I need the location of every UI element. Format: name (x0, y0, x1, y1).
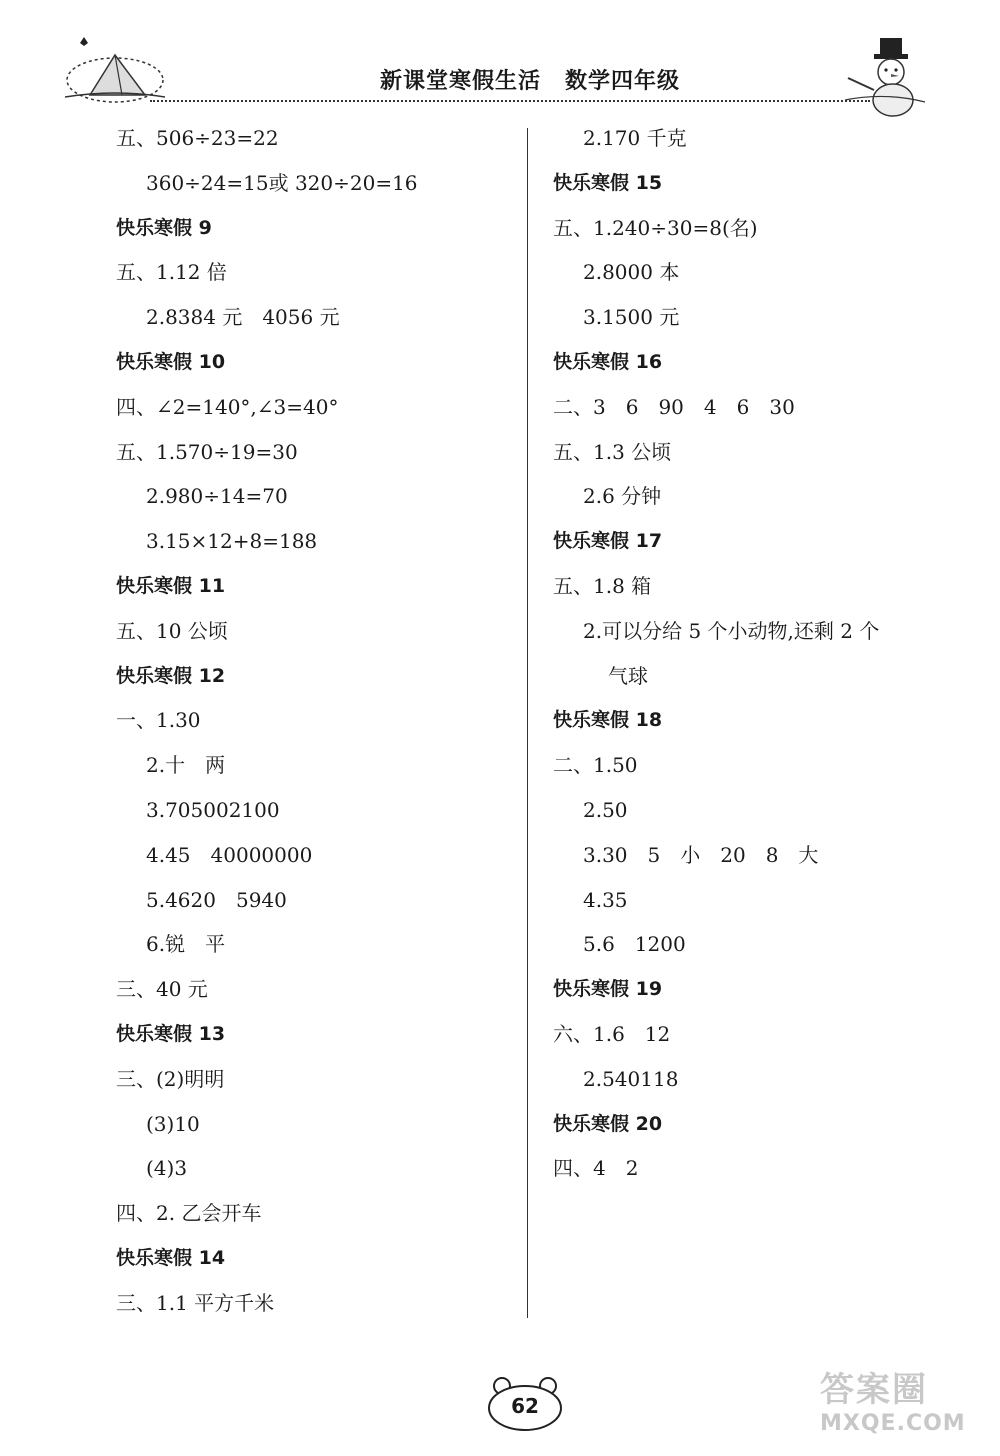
answer-line: 2.170 千克 (583, 126, 687, 150)
answer-line: 5.6 1200 (583, 932, 686, 957)
answer-line: 3.30 5 小 20 8 大 (583, 842, 819, 867)
answer-line: 4.45 40000000 (146, 842, 313, 867)
column-divider (527, 128, 528, 1318)
answer-line: 2.50 (583, 797, 628, 822)
answer-line: 2.6 分钟 (583, 484, 662, 509)
answer-line: 五、1.3 公顷 (553, 439, 672, 464)
answer-line: 五、506÷23=22 (116, 126, 279, 150)
answer-line: 气球 (608, 663, 648, 688)
answer-line: 六、1.6 12 (553, 1021, 671, 1046)
watermark-url: MXQE.COM (820, 1411, 966, 1436)
snowman-icon (840, 30, 930, 120)
answer-line: 2.可以分给 5 个小动物,还剩 2 个 (583, 618, 880, 643)
answer-line: 二、3 6 90 4 6 30 (553, 394, 795, 419)
answer-line: (4)3 (146, 1156, 188, 1181)
answer-line: 3.705002100 (146, 797, 280, 822)
section-heading: 快乐寒假 17 (553, 530, 663, 553)
answer-line: 五、1.240÷30=8(名) (553, 215, 758, 240)
answer-line: 五、1.12 倍 (116, 260, 227, 285)
answer-line: 4.35 (583, 887, 628, 912)
answer-line: 一、1.30 (116, 708, 201, 733)
answer-line: 6.锐 平 (146, 932, 226, 957)
answer-line: 3.15×12+8=188 (146, 529, 318, 554)
page-header (0, 0, 1000, 130)
section-heading: 快乐寒假 12 (116, 664, 226, 687)
answer-line: 2.980÷14=70 (146, 484, 288, 509)
answer-line: 2.十 两 (146, 753, 226, 778)
answer-line: 五、1.8 箱 (553, 573, 652, 598)
section-heading: 快乐寒假 9 (116, 216, 212, 239)
answer-line: 3.1500 元 (583, 305, 680, 330)
answer-line: 2.540118 (583, 1066, 679, 1091)
section-heading: 快乐寒假 14 (116, 1246, 226, 1269)
section-heading: 快乐寒假 20 (553, 1112, 663, 1135)
answer-line: 三、1.1 平方千米 (116, 1290, 275, 1315)
section-heading: 快乐寒假 13 (116, 1022, 226, 1045)
section-heading: 快乐寒假 19 (553, 978, 663, 1001)
section-heading: 快乐寒假 11 (116, 574, 226, 597)
left-column (116, 116, 516, 1326)
section-heading: 快乐寒假 16 (553, 350, 663, 373)
page-number: 62 (511, 1394, 539, 1418)
section-heading: 快乐寒假 18 (553, 709, 663, 732)
section-heading: 快乐寒假 10 (116, 350, 226, 373)
right-column (553, 116, 973, 1191)
subject-grade: 数学四年级 (565, 69, 681, 94)
answer-line: 四、4 2 (553, 1156, 639, 1181)
page-footer (480, 1372, 570, 1432)
tent-snow-illustration-icon (60, 35, 170, 105)
answer-line: 五、1.570÷19=30 (116, 439, 298, 464)
watermark-logo-text: 答案圈 (820, 1370, 928, 1410)
answer-line: 二、1.50 (553, 753, 638, 778)
book-title: 新课堂寒假生活 (380, 69, 542, 94)
answer-line: 五、10 公顷 (116, 618, 228, 643)
header-title (380, 64, 680, 95)
answer-line: 5.4620 5940 (146, 887, 287, 912)
answer-line: 2.8000 本 (583, 260, 680, 285)
answer-line: 2.8384 元 4056 元 (146, 305, 340, 330)
answer-line: 360÷24=15或 320÷20=16 (146, 170, 418, 195)
header-divider (150, 100, 870, 102)
answer-line: (3)10 (146, 1111, 200, 1136)
answer-line: 四、∠2=140°,∠3=40° (116, 394, 339, 419)
answer-line: 三、(2)明明 (116, 1066, 225, 1091)
watermark (820, 1370, 980, 1450)
answer-line: 四、2. 乙会开车 (116, 1201, 262, 1226)
section-heading: 快乐寒假 15 (553, 171, 663, 194)
answer-line: 三、40 元 (116, 977, 208, 1002)
